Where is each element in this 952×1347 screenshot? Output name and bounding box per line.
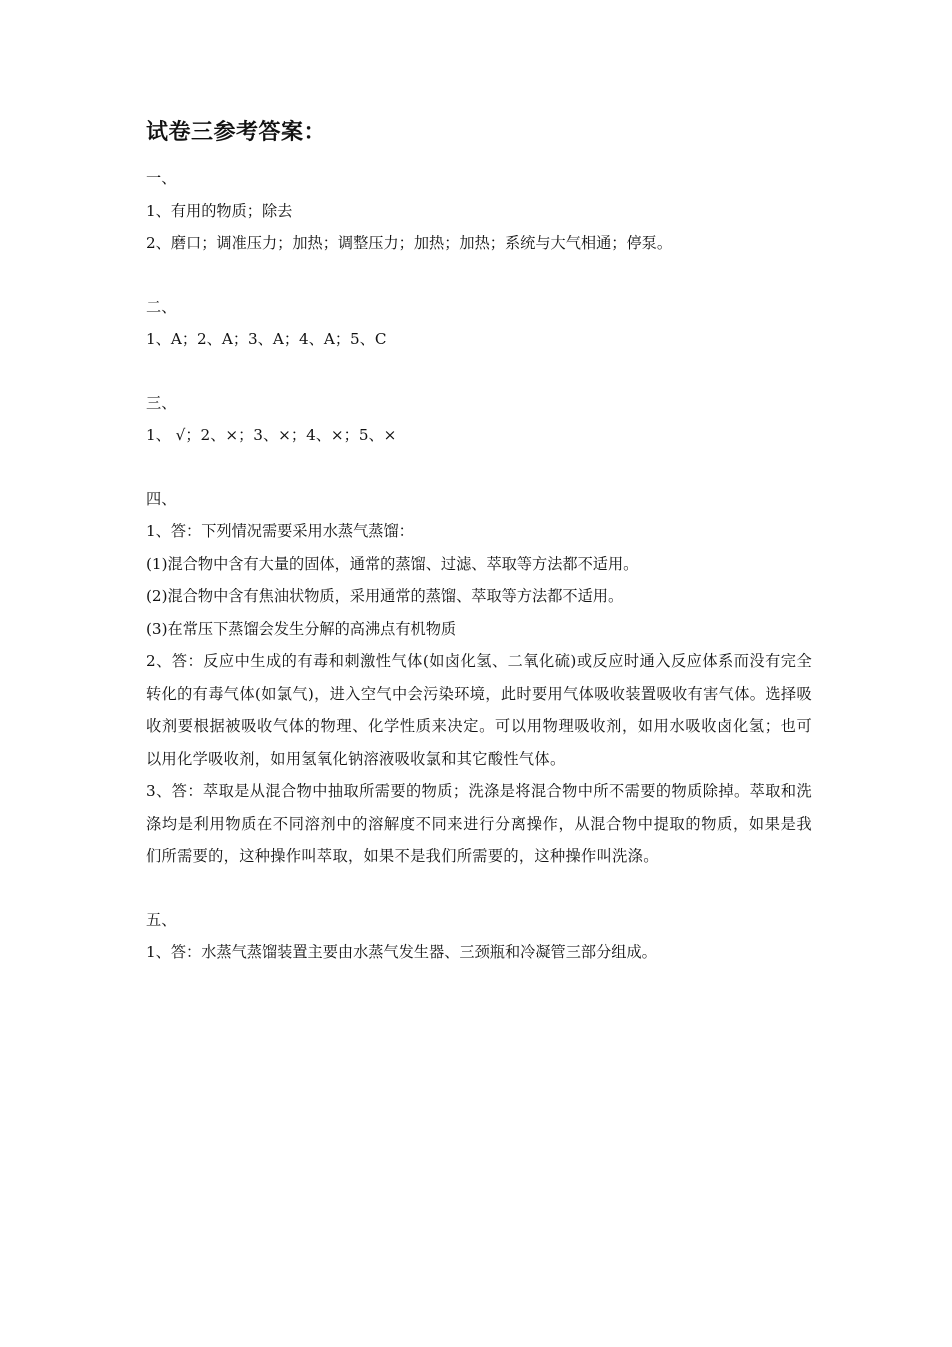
section-three <box>146 387 812 452</box>
spacer <box>146 260 812 291</box>
section-three-heading: 三、 <box>146 393 177 412</box>
question-one-intro: 1、答：下列情况需要采用水蒸气蒸馏： <box>146 522 414 540</box>
section-three-answers: 1、 √；2、×；3、×；4、×；5、× <box>146 426 397 444</box>
section-two-heading: 二、 <box>146 297 177 316</box>
answer-key-content <box>146 118 812 969</box>
section-one <box>146 162 812 260</box>
spacer <box>146 452 812 483</box>
section-one-item-2: 2、磨口；调准压力；加热；调整压力；加热；加热；系统与大气相通；停泵。 <box>146 234 673 252</box>
section-five <box>146 904 812 969</box>
spacer <box>146 873 812 904</box>
section-two-answers: 1、A；2、A；3、A；4、A；5、C <box>146 330 387 348</box>
page-title: 试卷三参考答案： <box>146 120 327 145</box>
section-five-heading: 五、 <box>146 910 177 929</box>
section-one-heading: 一、 <box>146 169 177 187</box>
question-two-answer: 2、答：反应中生成的有毒和刺激性气体(如卤化氢、二氧化硫)或反应时通入反应体系而没有完全转化的有毒气体(如氯气)，进入空气中会污染环境，此时要用气体吸收装置吸收有害气体。选择吸收剂要根据被吸收气体的物理、化学性质来决定。可以用物理吸收剂，如用水吸收卤化氢；也可以用化学吸收剂，如用氢氧化钠溶液吸收氯和其它酸性气体。 <box>146 652 812 768</box>
question-one-point-3: (3)在常压下蒸馏会发生分解的高沸点有机物质 <box>146 619 457 638</box>
question-one-point-2: (2)混合物中含有焦油状物质，采用通常的蒸馏、萃取等方法都不适用。 <box>146 587 624 605</box>
question-three-answer: 3、答：萃取是从混合物中抽取所需要的物质；洗涤是将混合物中所不需要的物质除掉。萃取和洗涤均是利用物质在不同溶剂中的溶解度不同来进行分离操作，从混合物中提取的物质，如果是我们所需要的，这种操作叫萃取，如果不是我们所需要的，这种操作叫洗涤。 <box>146 782 812 865</box>
section-four-heading: 四、 <box>146 489 177 508</box>
spacer <box>146 356 812 387</box>
section-two <box>146 291 812 356</box>
question-one-point-1: (1)混合物中含有大量的固体，通常的蒸馏、过滤、萃取等方法都不适用。 <box>146 554 639 573</box>
section-five-item-1: 1、答：水蒸气蒸馏装置主要由水蒸气发生器、三颈瓶和冷凝管三部分组成。 <box>146 943 657 961</box>
section-four <box>146 483 812 873</box>
section-one-item-1: 1、有用的物质；除去 <box>146 201 293 220</box>
